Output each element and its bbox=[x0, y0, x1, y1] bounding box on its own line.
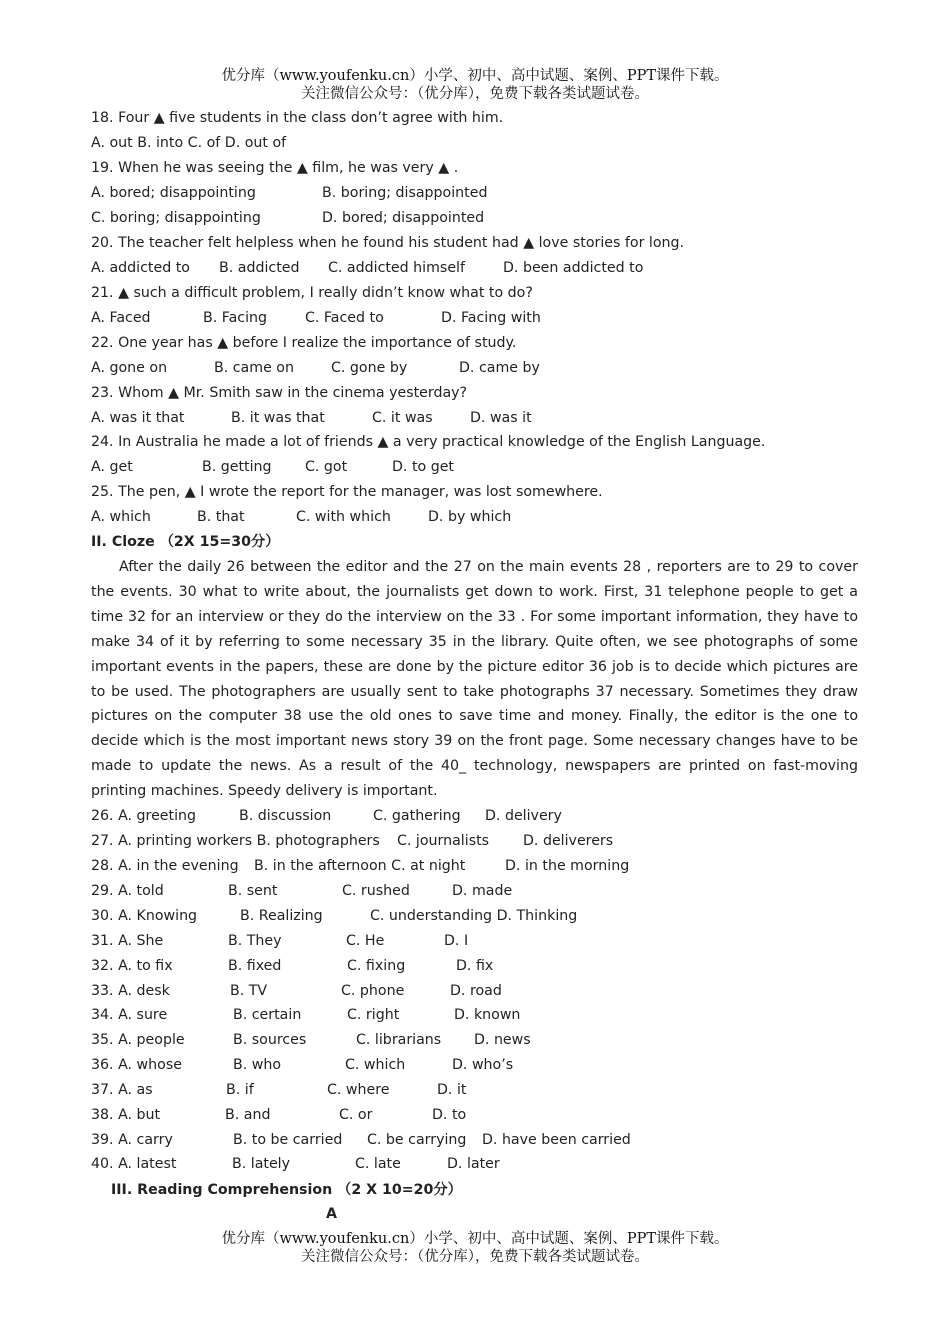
question-25-option-a: A. which bbox=[91, 509, 151, 525]
question-22-option-b: B. came on bbox=[214, 360, 294, 376]
question-25-option-c: C. with which bbox=[296, 509, 391, 525]
cloze-33-option-b: B. TV bbox=[230, 983, 268, 999]
cloze-38-option-c: C. or bbox=[339, 1107, 373, 1123]
cloze-27-option-ab: 27. A. printing workers B. photographers bbox=[91, 833, 380, 849]
cloze-37-option-d: D. it bbox=[437, 1082, 467, 1098]
cloze-34-option-c: C. right bbox=[347, 1007, 400, 1023]
cloze-33-option-d: D. road bbox=[450, 983, 502, 999]
question-24-stem: 24. In Australia he made a lot of friends ▲ a very practical knowledge of the English Language. bbox=[91, 434, 766, 450]
question-24-option-a: A. get bbox=[91, 459, 133, 475]
cloze-32-option-b: B. fixed bbox=[228, 958, 282, 974]
question-19-option-c: C. boring; disappointing bbox=[91, 210, 261, 226]
cloze-29-option-d: D. made bbox=[452, 883, 513, 899]
cloze-36-option-b: B. who bbox=[233, 1057, 282, 1073]
cloze-36-option-d: D. who’s bbox=[452, 1057, 514, 1073]
cloze-39-option-a: 39. A. carry bbox=[91, 1132, 173, 1148]
cloze-33-option-c: C. phone bbox=[341, 983, 405, 999]
cloze-26-option-c: C. gathering bbox=[373, 808, 461, 824]
cloze-34-option-d: D. known bbox=[454, 1007, 521, 1023]
header-line-1: 优分库（www.youfenku.cn）小学、初中、高中试题、案例、PPT课件下载。 bbox=[221, 68, 729, 84]
cloze-35-option-a: 35. A. people bbox=[91, 1032, 185, 1048]
cloze-37-option-b: B. if bbox=[226, 1082, 254, 1098]
question-23-option-a: A. was it that bbox=[91, 410, 185, 426]
cloze-40-option-a: 40. A. latest bbox=[91, 1156, 177, 1172]
cloze-27-option-c: C. journalists bbox=[397, 833, 490, 849]
cloze-31-option-a: 31. A. She bbox=[91, 933, 164, 949]
cloze-30-option-a: 30. A. Knowing bbox=[91, 908, 198, 924]
question-18-options: A. out B. into C. of D. out of bbox=[91, 135, 287, 151]
cloze-34-option-a: 34. A. sure bbox=[91, 1007, 168, 1023]
question-20-option-a: A. addicted to bbox=[91, 260, 190, 276]
cloze-31-option-c: C. He bbox=[346, 933, 385, 949]
question-25-option-b: B. that bbox=[197, 509, 245, 525]
cloze-29-option-b: B. sent bbox=[228, 883, 278, 899]
cloze-32-option-c: C. fixing bbox=[347, 958, 406, 974]
question-20-option-b: B. addicted bbox=[219, 260, 300, 276]
question-18-stem: 18. Four ▲ five students in the class don’t agree with him. bbox=[91, 110, 504, 126]
question-21-stem: 21. ▲ such a difficult problem, I really didn’t know what to do? bbox=[91, 285, 533, 301]
cloze-32-option-a: 32. A. to fix bbox=[91, 958, 173, 974]
question-21-option-c: C. Faced to bbox=[305, 310, 384, 326]
cloze-39-option-c: C. be carrying bbox=[367, 1132, 467, 1148]
cloze-27-option-d: D. deliverers bbox=[523, 833, 614, 849]
cloze-28-option-a: 28. A. in the evening bbox=[91, 858, 239, 874]
question-19-stem: 19. When he was seeing the ▲ film, he was very ▲ . bbox=[91, 160, 459, 176]
cloze-38-option-d: D. to bbox=[432, 1107, 467, 1123]
question-24-option-c: C. got bbox=[305, 459, 348, 475]
cloze-38-option-b: B. and bbox=[225, 1107, 271, 1123]
cloze-28-option-bc: B. in the afternoon C. at night bbox=[254, 858, 466, 874]
reading-section-label: A bbox=[326, 1206, 337, 1222]
page-header bbox=[0, 67, 950, 103]
cloze-29-option-c: C. rushed bbox=[342, 883, 410, 899]
reading-heading: III. Reading Comprehension （2 X 10=20分） bbox=[111, 1182, 462, 1198]
question-24-option-b: B. getting bbox=[202, 459, 272, 475]
cloze-28-option-d: D. in the morning bbox=[505, 858, 630, 874]
page-footer bbox=[0, 1230, 950, 1266]
footer-line-2: 关注微信公众号：（优分库），免费下载各类试题试卷。 bbox=[301, 1249, 649, 1265]
cloze-33-option-a: 33. A. desk bbox=[91, 983, 170, 999]
cloze-35-option-b: B. sources bbox=[233, 1032, 307, 1048]
question-22-option-c: C. gone by bbox=[331, 360, 408, 376]
question-21-option-a: A. Faced bbox=[91, 310, 151, 326]
question-21-option-b: B. Facing bbox=[203, 310, 268, 326]
cloze-40-option-d: D. later bbox=[447, 1156, 500, 1172]
question-25-option-d: D. by which bbox=[428, 509, 512, 525]
cloze-heading: II. Cloze （2X 15=30分） bbox=[91, 534, 280, 550]
question-23-option-d: D. was it bbox=[470, 410, 532, 426]
question-24-option-d: D. to get bbox=[392, 459, 454, 475]
cloze-passage bbox=[91, 555, 858, 804]
cloze-37-option-a: 37. A. as bbox=[91, 1082, 153, 1098]
cloze-34-option-b: B. certain bbox=[233, 1007, 302, 1023]
question-23-option-c: C. it was bbox=[372, 410, 433, 426]
question-22-option-d: D. came by bbox=[459, 360, 540, 376]
cloze-39-option-d: D. have been carried bbox=[482, 1132, 631, 1148]
question-25-stem: 25. The pen, ▲ I wrote the report for the manager, was lost somewhere. bbox=[91, 484, 603, 500]
footer-line-1: 优分库（www.youfenku.cn）小学、初中、高中试题、案例、PPT课件下载。 bbox=[221, 1231, 729, 1247]
cloze-passage-text: After the daily 26 between the editor and the 27 on the main events 28 , reporters are to 29 to cover the events. 30 what to write about, the journalists get down to work. First, 31 telephone people to get a time 32 for an interview or they do the interview on the 33 . For some important information, they have to make 34 of it by referring to some necessary 35 in the library. Quite often, we see photographs of some important events in the papers, these are done by the picture editor 36 job is to decide which pictures are to be used. The photographers are usually sent to take photographs 37 necessary. Sometimes they draw pictures on the computer 38 use the old ones to save time and money. Finally, the editor is the one to decide which is the most important news story 39 on the front page. Some necessary changes have to be made to update the news. As a result of the 40_ technology, newspapers are printed on fast-moving printing machines. Speedy delivery is important. bbox=[91, 559, 858, 800]
cloze-29-option-a: 29. A. told bbox=[91, 883, 164, 899]
cloze-38-option-a: 38. A. but bbox=[91, 1107, 161, 1123]
cloze-40-option-c: C. late bbox=[355, 1156, 401, 1172]
question-20-option-d: D. been addicted to bbox=[503, 260, 644, 276]
cloze-35-option-d: D. news bbox=[474, 1032, 531, 1048]
cloze-30-option-b: B. Realizing bbox=[240, 908, 323, 924]
question-22-option-a: A. gone on bbox=[91, 360, 168, 376]
cloze-26-option-b: B. discussion bbox=[239, 808, 332, 824]
cloze-31-option-d: D. I bbox=[444, 933, 469, 949]
cloze-39-option-b: B. to be carried bbox=[233, 1132, 343, 1148]
question-19-option-b: B. boring; disappointed bbox=[322, 185, 488, 201]
cloze-30-option-cd: C. understanding D. Thinking bbox=[370, 908, 578, 924]
question-20-stem: 20. The teacher felt helpless when he found his student had ▲ love stories for long. bbox=[91, 235, 685, 251]
cloze-35-option-c: C. librarians bbox=[356, 1032, 442, 1048]
cloze-26-option-d: D. delivery bbox=[485, 808, 562, 824]
question-20-option-c: C. addicted himself bbox=[328, 260, 465, 276]
cloze-36-option-a: 36. A. whose bbox=[91, 1057, 182, 1073]
header-line-2: 关注微信公众号：（优分库），免费下载各类试题试卷。 bbox=[301, 86, 649, 102]
cloze-31-option-b: B. They bbox=[228, 933, 282, 949]
question-19-option-d: D. bored; disappointed bbox=[322, 210, 485, 226]
question-22-stem: 22. One year has ▲ before I realize the importance of study. bbox=[91, 335, 517, 351]
cloze-32-option-d: D. fix bbox=[456, 958, 494, 974]
question-23-option-b: B. it was that bbox=[231, 410, 325, 426]
cloze-37-option-c: C. where bbox=[327, 1082, 390, 1098]
question-21-option-d: D. Facing with bbox=[441, 310, 541, 326]
question-23-stem: 23. Whom ▲ Mr. Smith saw in the cinema yesterday? bbox=[91, 385, 468, 401]
question-19-option-a: A. bored; disappointing bbox=[91, 185, 256, 201]
cloze-26-option-a: 26. A. greeting bbox=[91, 808, 197, 824]
cloze-40-option-b: B. lately bbox=[232, 1156, 291, 1172]
cloze-36-option-c: C. which bbox=[345, 1057, 406, 1073]
